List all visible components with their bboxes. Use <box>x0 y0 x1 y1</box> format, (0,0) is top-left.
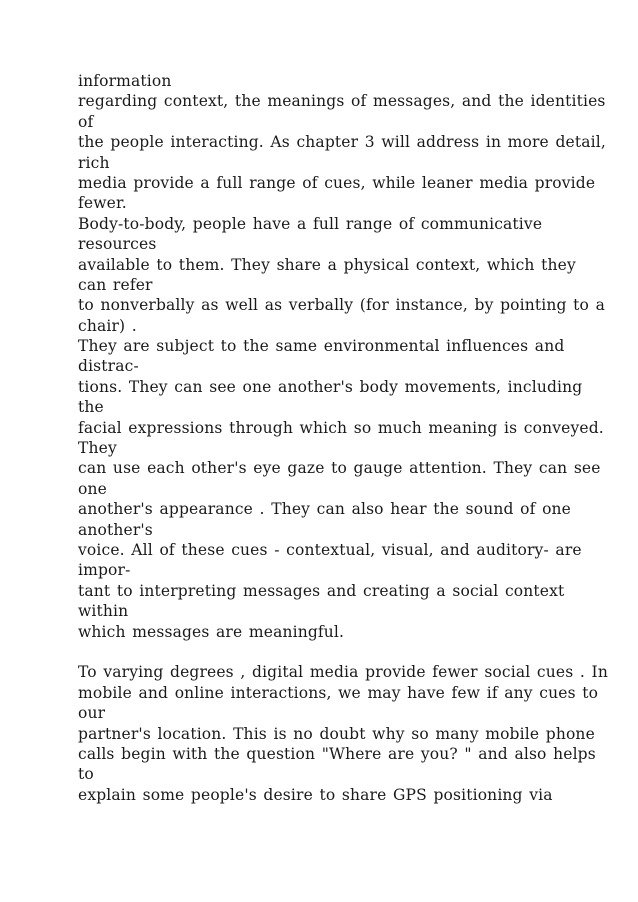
text-line: Body-to-body, people have a full range of communicative <box>78 214 543 233</box>
text-line: distrac- <box>78 357 139 376</box>
text-line: To varying degrees , digital media provide fewer social cues . In <box>78 663 608 682</box>
text-line: impor- <box>78 561 131 580</box>
text-line: media provide a full range of cues, while leaner media provide <box>78 173 596 192</box>
text-line: fewer. <box>78 194 127 213</box>
text-line: can use each other's eye gaze to gauge attention. They can see <box>78 459 601 478</box>
text-line: can refer <box>78 275 153 294</box>
text-line: one <box>78 479 107 498</box>
text-line: tant to interpreting messages and creating a social context <box>78 581 565 600</box>
text-line: to <box>78 765 94 784</box>
text-line: rich <box>78 153 110 172</box>
text-line: the people interacting. As chapter 3 will address in more detail, <box>78 133 606 152</box>
text-line: regarding context, the meanings of messages, and the identities <box>78 92 606 111</box>
text-line: voice. All of these cues - contextual, visual, and auditory- are <box>78 540 582 559</box>
text-line: facial expressions through which so much meaning is conveyed. <box>78 418 604 437</box>
text-line: partner's location. This is no doubt why so many mobile phone <box>78 724 595 743</box>
text-line: calls begin with the question "Where are you? " and also helps <box>78 744 596 763</box>
text-line: the <box>78 398 104 417</box>
text-line: explain some people's desire to share GPS positioning via <box>78 785 553 804</box>
text-line: to nonverbally as well as verbally (for instance, by pointing to a <box>78 296 605 315</box>
paragraph-break <box>78 642 578 662</box>
text-line: our <box>78 704 106 723</box>
text-line: available to them. They share a physical context, which they <box>78 255 576 274</box>
text-line: chair) . <box>78 316 137 335</box>
text-line: mobile and online interactions, we may have few if any cues to <box>78 683 599 702</box>
text-line: of <box>78 112 94 131</box>
text-line: information <box>78 72 172 90</box>
text-line: which messages are meaningful. <box>78 622 345 641</box>
text-line: resources <box>78 235 157 254</box>
text-line: another's appearance . They can also hear the sound of one <box>78 500 572 519</box>
text-line: They <box>78 439 117 458</box>
text-line: tions. They can see one another's body movements, including <box>78 377 583 396</box>
body-text <box>78 71 608 805</box>
text-line: another's <box>78 520 153 539</box>
text-line: within <box>78 602 129 621</box>
text-line: They are subject to the same environmental influences and <box>78 337 565 356</box>
